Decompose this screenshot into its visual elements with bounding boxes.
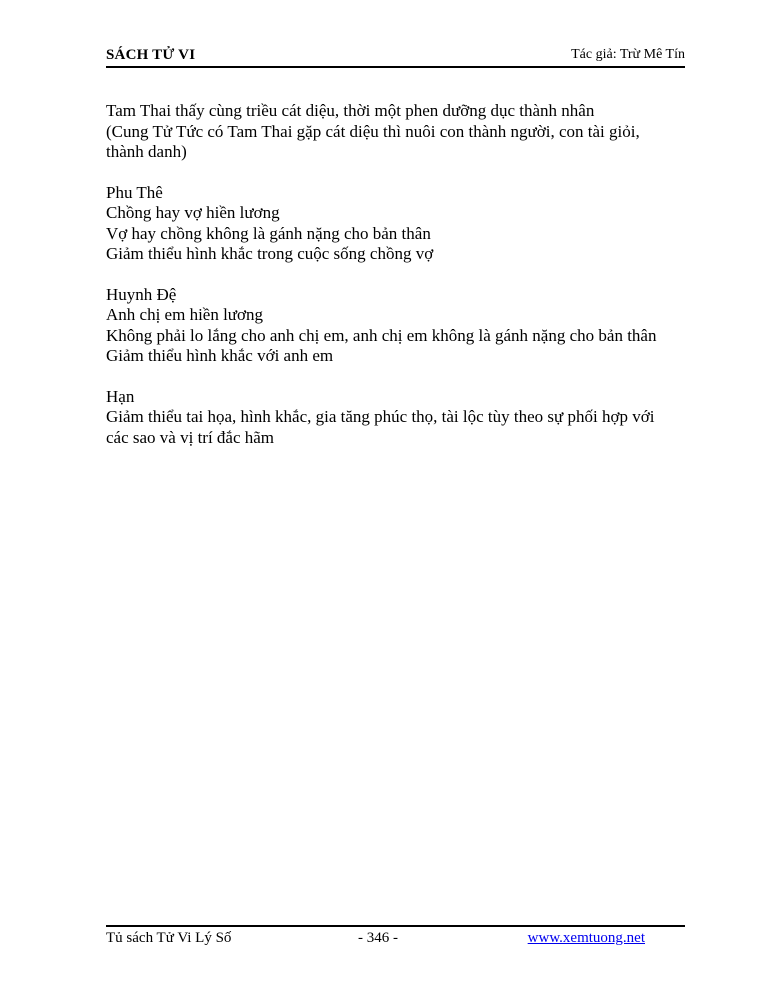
collection-name: Tủ sách Tử Vi Lý Số [106,930,232,946]
section-han [106,387,686,449]
section-heading: Huynh Đệ [106,284,177,304]
section-line: Không phải lo lắng cho anh chị em, anh chị em không là gánh nặng cho bản thân [106,325,657,345]
section-huynh-de [106,285,686,367]
section-line: Giảm thiểu hình khắc trong cuộc sống chồng vợ [106,244,434,263]
page-footer [106,925,685,949]
section-line: Giảm thiểu hình khắc với anh em [106,346,334,365]
author-credit: Tác giả: Trừ Mê Tín [571,47,685,62]
page-content [106,101,686,468]
section-line: Vợ hay chồng không là gánh nặng cho bản thân [106,223,431,243]
website-link[interactable]: www.xemtuong.net [527,930,645,946]
intro-line: Tam Thai thấy cùng triều cát diệu, thời một phen dưỡng dục thành nhân [106,101,595,120]
section-line: Anh chị em hiền lương [106,305,264,324]
intro-paragraph [106,101,686,163]
page-number: - 346 - [358,930,398,946]
section-phu-the [106,183,686,265]
section-line: Giảm thiểu tai họa, hình khắc, gia tăng phúc thọ, tài lộc tùy theo sự phối hợp với [106,407,655,426]
page-header [106,44,685,68]
section-line: các sao và vị trí đắc hãm [106,427,275,447]
section-heading: Phu Thê [106,182,163,202]
intro-line: (Cung Tử Tức có Tam Thai gặp cát diệu thì nuôi con thành người, con tài giỏi, [106,121,640,141]
section-line: Chồng hay vợ hiền lương [106,203,280,222]
section-heading: Hạn [106,386,135,406]
intro-line: thành danh) [106,142,187,161]
book-title: SÁCH TỬ VI [106,47,196,63]
